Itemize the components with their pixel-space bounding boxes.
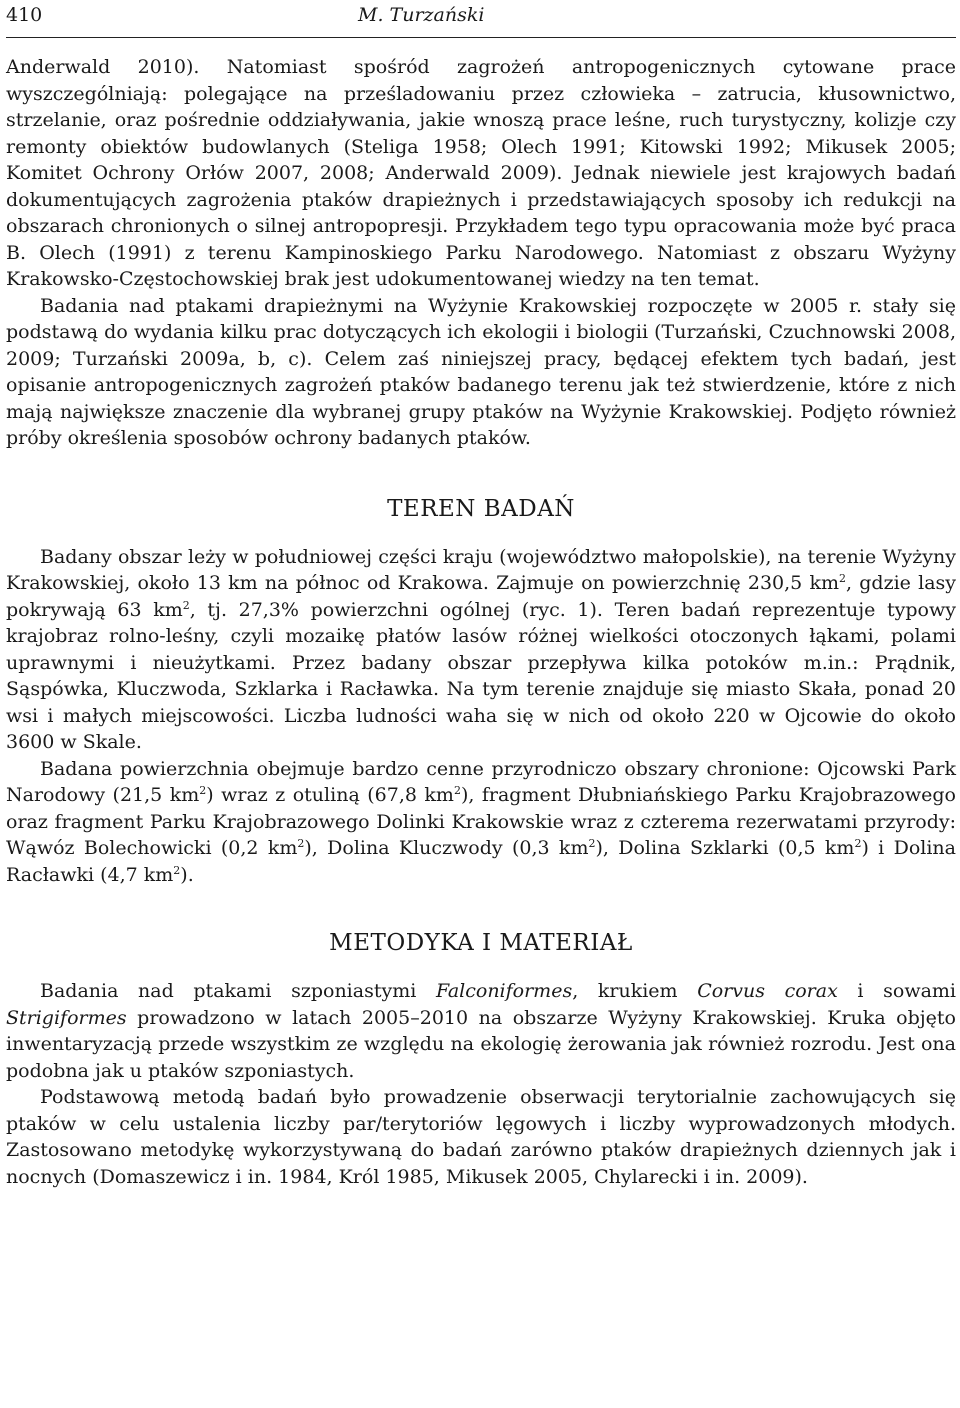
metodyka-paragraph-1 — [6, 978, 956, 1084]
text-run: ) wraz z otuliną (67,8 km — [206, 784, 454, 806]
superscript: 2 — [199, 784, 207, 797]
text-run: , gdzie lasy pokrywają 63 km — [6, 572, 957, 621]
text-run: Badany obszar leży w południowej części kraju (województwo małopolskie), na terenie Wyżyny Krakowskiej, około 13 km na północ od Krakowa. Zajmuje on powierzchnię 230,5 km — [6, 545, 956, 594]
intro-paragraph-2: Badania nad ptakami drapieżnymi na Wyżynie Krakowskiej rozpoczęte w 2005 r. stały się podstawą do wydania kilku prac dotyczących ich ekologii i biologii (Turzański, Czuchnowski 2008, 2009; Turzański 2009a, b, c). Celem zaś niniejszej pracy, będącej efektem tych badań, jest opisanie antropogenicznych zagrożeń ptaków badanego terenu jak też stwierdzenie, które z nich mają największe znaczenie dla wybranej grupy ptaków na Wyżynie Krakowskiej. Podjęto również próby określenia sposobów ochrony badanych ptaków. — [6, 294, 956, 449]
taxon-corvus-corax: Corvus corax — [697, 980, 838, 1002]
metodyka-paragraph-2: Podstawową metodą badań było prowadzenie obserwacji terytorialnie zachowujących się ptaków w celu ustalenia liczby par/terytoriów lęgowych i liczby wyprowadzonych młodych. Zastosowano metodykę wykorzystywaną do badań zarówno ptaków drapieżnych dziennych jak i nocnych (Domaszewicz i in. 1984, Król 1985, Mikusek 2005, Chylarecki i in. 2009). — [6, 1086, 956, 1188]
taxon-falconiformes: Falconiformes — [435, 980, 573, 1002]
superscript: 2 — [297, 837, 305, 850]
taxon-strigiformes: Strigiformes — [6, 1006, 127, 1029]
teren-paragraph-1 — [6, 544, 956, 756]
superscript: 2 — [839, 572, 847, 585]
section-heading-metodyka: METODYKA I MATERIAŁ — [329, 930, 633, 956]
superscript: 2 — [173, 863, 181, 877]
running-head-author: M. Turzański — [358, 4, 485, 26]
teren-paragraph-2 — [6, 756, 956, 889]
text-run: ), Dolina Kluczwody (0,3 km — [304, 837, 589, 859]
text-run: i sowami — [837, 980, 957, 1002]
text-run: ), fragment Dłubniańskiego Parku Krajobrazowego oraz fragment Parku Krajobrazowego Dolinki Krakowskie wraz z czterema rezerwatami przyrody: Wąwóz Bolechowicki (0,2 km — [6, 784, 956, 859]
text-run: ). — [180, 863, 194, 886]
text-run: , krukiem — [572, 980, 698, 1002]
superscript: 2 — [854, 837, 862, 850]
text-run: Badana powierzchnia obejmuje bardzo cenne przyrodniczo obszary chronione: Ojcowski Park Narodowy (21,5 km — [6, 757, 956, 806]
text-run: Badania nad ptakami szponiastymi — [40, 980, 436, 1002]
superscript: 2 — [182, 598, 190, 612]
page-header — [6, 0, 956, 38]
section-heading-teren-badan: TEREN BADAŃ — [387, 495, 575, 522]
intro-paragraph-1: Anderwald 2010). Natomiast spośród zagrożeń antropogenicznych cytowane prace wyszczególniają: polegające na prześladowaniu przez człowieka – zatrucia, kłusownictwo, strzelanie, oraz pośrednie oddziaływania, jakie wnoszą prace leśne, ruch turystyczny, kolizje czy remonty obiektów budowlanych (Steliga 1958; Olech 1991; Kitowski 1992; Mikusek 2005; Komitet Ochrony Orłów 2007, 2008; Anderwald 2009). Jednak niewiele jest krajowych badań dokumentujących zagrożenia ptaków drapieżnych i przedstawiających sposoby ich redukcji na obszarach chronionych o silnej antropopresji. Przykładem tego typu opracowania może być praca B. Olech (1991) z terenu Kampinoskiego Parku Narodowego. Natomiast z obszaru Wyżyny Krakowsko-Częstochowskiej brak jest udokumentowanej wiedzy na ten temat. — [6, 56, 956, 290]
superscript: 2 — [453, 784, 461, 797]
superscript: 2 — [588, 837, 596, 850]
text-run: ), Dolina Szklarki (0,5 km — [595, 837, 855, 859]
document-page — [6, 0, 956, 1190]
text-run: ) i Dolina Racławki (4,7 km — [6, 837, 956, 886]
text-run: , tj. 27,3% powierzchni ogólnej (ryc. 1). Teren badań reprezentuje typowy krajobraz rolno-leśny, czyli mozaikę płatów lasów różnej wielkości otoczonych łąkami, polami uprawnymi i nieużytkami. Przez badany obszar przepływa kilka potoków m.in.: Prądnik, Sąspówka, Kluczwoda, Szklarka i Racławka. Na tym terenie znajduje się miasto Skała, ponad 20 wsi i małych miejscowości. Liczba ludności waha się w nich od około 220 w Ojcowie do około 3600 w Skale. — [6, 598, 956, 753]
text-run: prowadzono w latach 2005–2010 na obszarze Wyżyny Krakowskiej. Kruka objęto inwentaryzacją przede wszystkim ze względu na ekologię żerowania jak również rozrodu. Jest ona podobna jak u ptaków szponiastych. — [6, 1006, 956, 1082]
page-number: 410 — [6, 4, 43, 26]
